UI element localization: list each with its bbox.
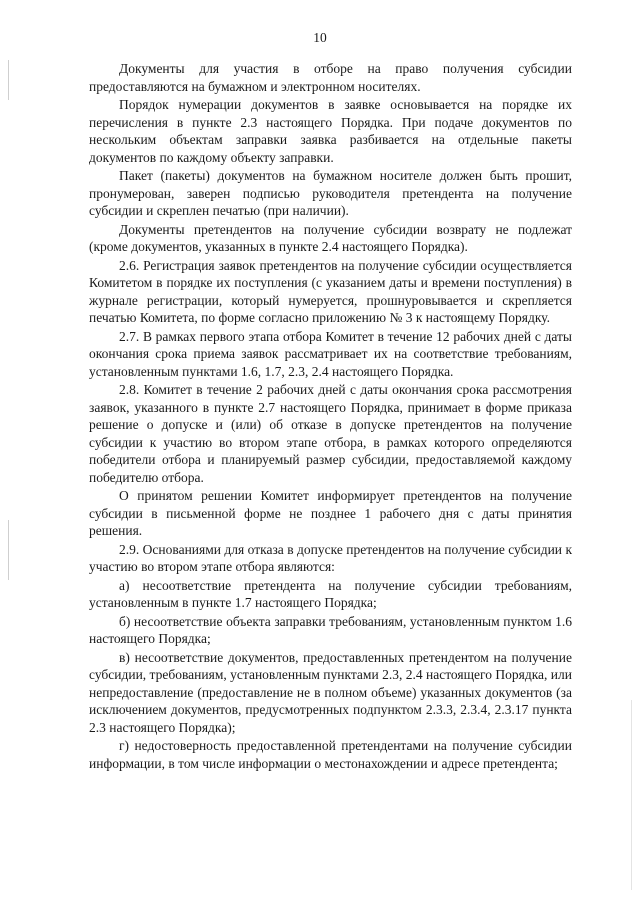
paragraph-2-8: 2.8. Комитет в течение 2 рабочих дней с даты окончания срока рассмотрения заявок, указанного в пункте 2.7 настоящего Порядка, принимает в форме приказа решение о допуске и (или) об отказе в допуске претендентов на получение субсидии к участию во втором этапе отбора, в рамках которого определяются победители отбора и планируемый размер субсидии, предоставляемой каждому победителю отбора.: [89, 382, 572, 485]
paragraph-paper-package: Пакет (пакеты) документов на бумажном носителе должен быть прошит, пронумерован, заверен подписью руководителя претендента на получение субсидии и скреплен печатью (при наличии).: [89, 168, 572, 218]
scan-edge-mark: [8, 520, 9, 580]
paragraph-numbering-order: Порядок нумерации документов в заявке основывается на порядке их перечисления в пункте 2.3 настоящего Порядка. При подаче документов по нескольким объектам заправки заявка разбивается на отдельные пакеты документов по каждому объекту заправки.: [89, 97, 572, 165]
scan-edge-mark: [631, 700, 632, 890]
list-item-a: а) несоответствие претендента на получение субсидии требованиям, установленным в пункте 1.7 настоящего Порядка;: [89, 577, 572, 610]
page-number: 10: [313, 30, 327, 45]
paragraph-2-6: 2.6. Регистрация заявок претендентов на получение субсидии осуществляется Комитетом в порядке их поступления (с указанием даты и времени поступления) в журнале регистрации, который нумеруется, прошнуровывается и скрепляется печатью Комитета, по форме согласно приложению № 3 к настоящему Порядку.: [89, 257, 572, 325]
list-item-v: в) несоответствие документов, предоставленных претендентом на получение субсидии, требованиям, установленным пунктами 2.3, 2.4 настоящего Порядка, или непредоставление (предоставление не в полном объеме) указанных документов (за исключением документов, предусмотренных подпунктом 2.3.3, 2.3.4, 2.3.17 пункта 2.3 настоящего Порядка);: [89, 649, 572, 735]
paragraph-2-9: 2.9. Основаниями для отказа в допуске претендентов на получение субсидии к участию во втором этапе отбора являются:: [89, 541, 572, 574]
document-body: [89, 60, 572, 772]
paragraph-notification: О принятом решении Комитет информирует претендентов на получение субсидии в письменной форме не позднее 1 рабочего дня с даты принятия решения.: [89, 488, 572, 538]
list-item-b: б) несоответствие объекта заправки требованиям, установленным пунктом 1.6 настоящего Порядка;: [89, 613, 572, 646]
list-item-g: г) недостоверность предоставленной претендентами на получение субсидии информации, в том числе информации о местонахождении и адресе претендента;: [89, 738, 572, 771]
paragraph-documents-format: Документы для участия в отборе на право получения субсидии предоставляются на бумажном и электронном носителях.: [89, 61, 572, 94]
scan-edge-mark: [8, 60, 9, 100]
paragraph-no-return: Документы претендентов на получение субсидии возврату не подлежат (кроме документов, указанных в пункте 2.4 настоящего Порядка).: [89, 221, 572, 254]
paragraph-2-7: 2.7. В рамках первого этапа отбора Комитет в течение 12 рабочих дней с даты окончания срока приема заявок рассматривает их на соответствие требованиям, установленным пунктами 1.6, 1.7, 2.3, 2.4 настоящего Порядка.: [89, 328, 572, 379]
